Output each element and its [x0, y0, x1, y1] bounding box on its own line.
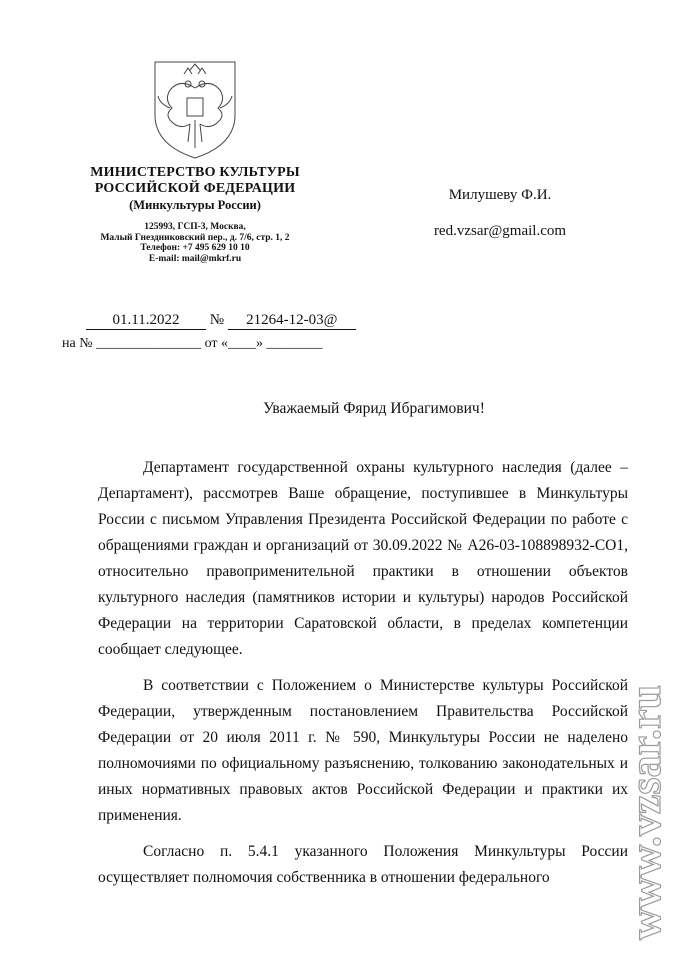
- letter-number: 21264-12-03@: [228, 311, 356, 330]
- coat-of-arms-icon: [150, 60, 240, 160]
- org-line-2: РОССИЙСКОЙ ФЕДЕРАЦИИ: [94, 181, 296, 196]
- reference-line: на № _______________ от «____» ________: [62, 336, 323, 351]
- address-line-1: 125993, ГСП-3, Москва,: [144, 222, 246, 232]
- org-line-3: (Минкультуры России): [129, 198, 261, 212]
- org-address: [60, 222, 330, 264]
- greeting: Уважаемый Фярид Ибрагимович!: [263, 400, 485, 417]
- paragraph: Департамент государственной охраны культурного наследия (далее – Департамент), рассмотрев Ваше обращение, поступившее в Минкультуры России с письмом Управления Президента Российской Федерации по работе с обращениями граждан и организаций от 30.09.2022 № А26-03-108898932-СО1, относительно правоприменительной практики в отношении объектов культурного наследия (памятников истории и культуры) народов Российской Федерации на территории Саратовской области, в пределах компетенции сообщает следующее.: [98, 459, 628, 658]
- letter-date: 01.11.2022: [86, 311, 206, 330]
- org-phone: Телефон: +7 495 629 10 10: [140, 243, 250, 253]
- paragraph: В соответствии с Положением о Министерстве культуры Российской Федерации, утвержденным постановлением Правительства Российской Федерации от 20 июля 2011 г. № 590, Минкультуры России не наделено полномочиями по официальному разъяснению, толкованию законодательных и иных нормативных правовых актов Российской Федерации и практики их применения.: [98, 677, 628, 824]
- letter-body: [98, 455, 628, 901]
- watermark-text: www.vzsar.ru: [621, 684, 670, 940]
- address-line-2: Малый Гнездниковский пер., д. 7/6, стр. 1, 2: [100, 232, 290, 243]
- watermark: [618, 600, 678, 945]
- number-sign: №: [209, 312, 225, 328]
- registration-line: [86, 311, 356, 330]
- paragraph: Согласно п. 5.4.1 указанного Положения Минкультуры России осуществляет полномочия собственника в отношении федерального: [98, 843, 628, 886]
- org-line-1: МИНИСТЕРСТВО КУЛЬТУРЫ: [90, 165, 300, 180]
- recipient-email: red.vzsar@gmail.com: [433, 223, 567, 239]
- organization-name: [60, 165, 330, 213]
- org-email: E-mail: mail@mkrf.ru: [148, 253, 242, 264]
- recipient-block: [400, 177, 600, 249]
- recipient-name: Милушеву Ф.И.: [448, 187, 552, 203]
